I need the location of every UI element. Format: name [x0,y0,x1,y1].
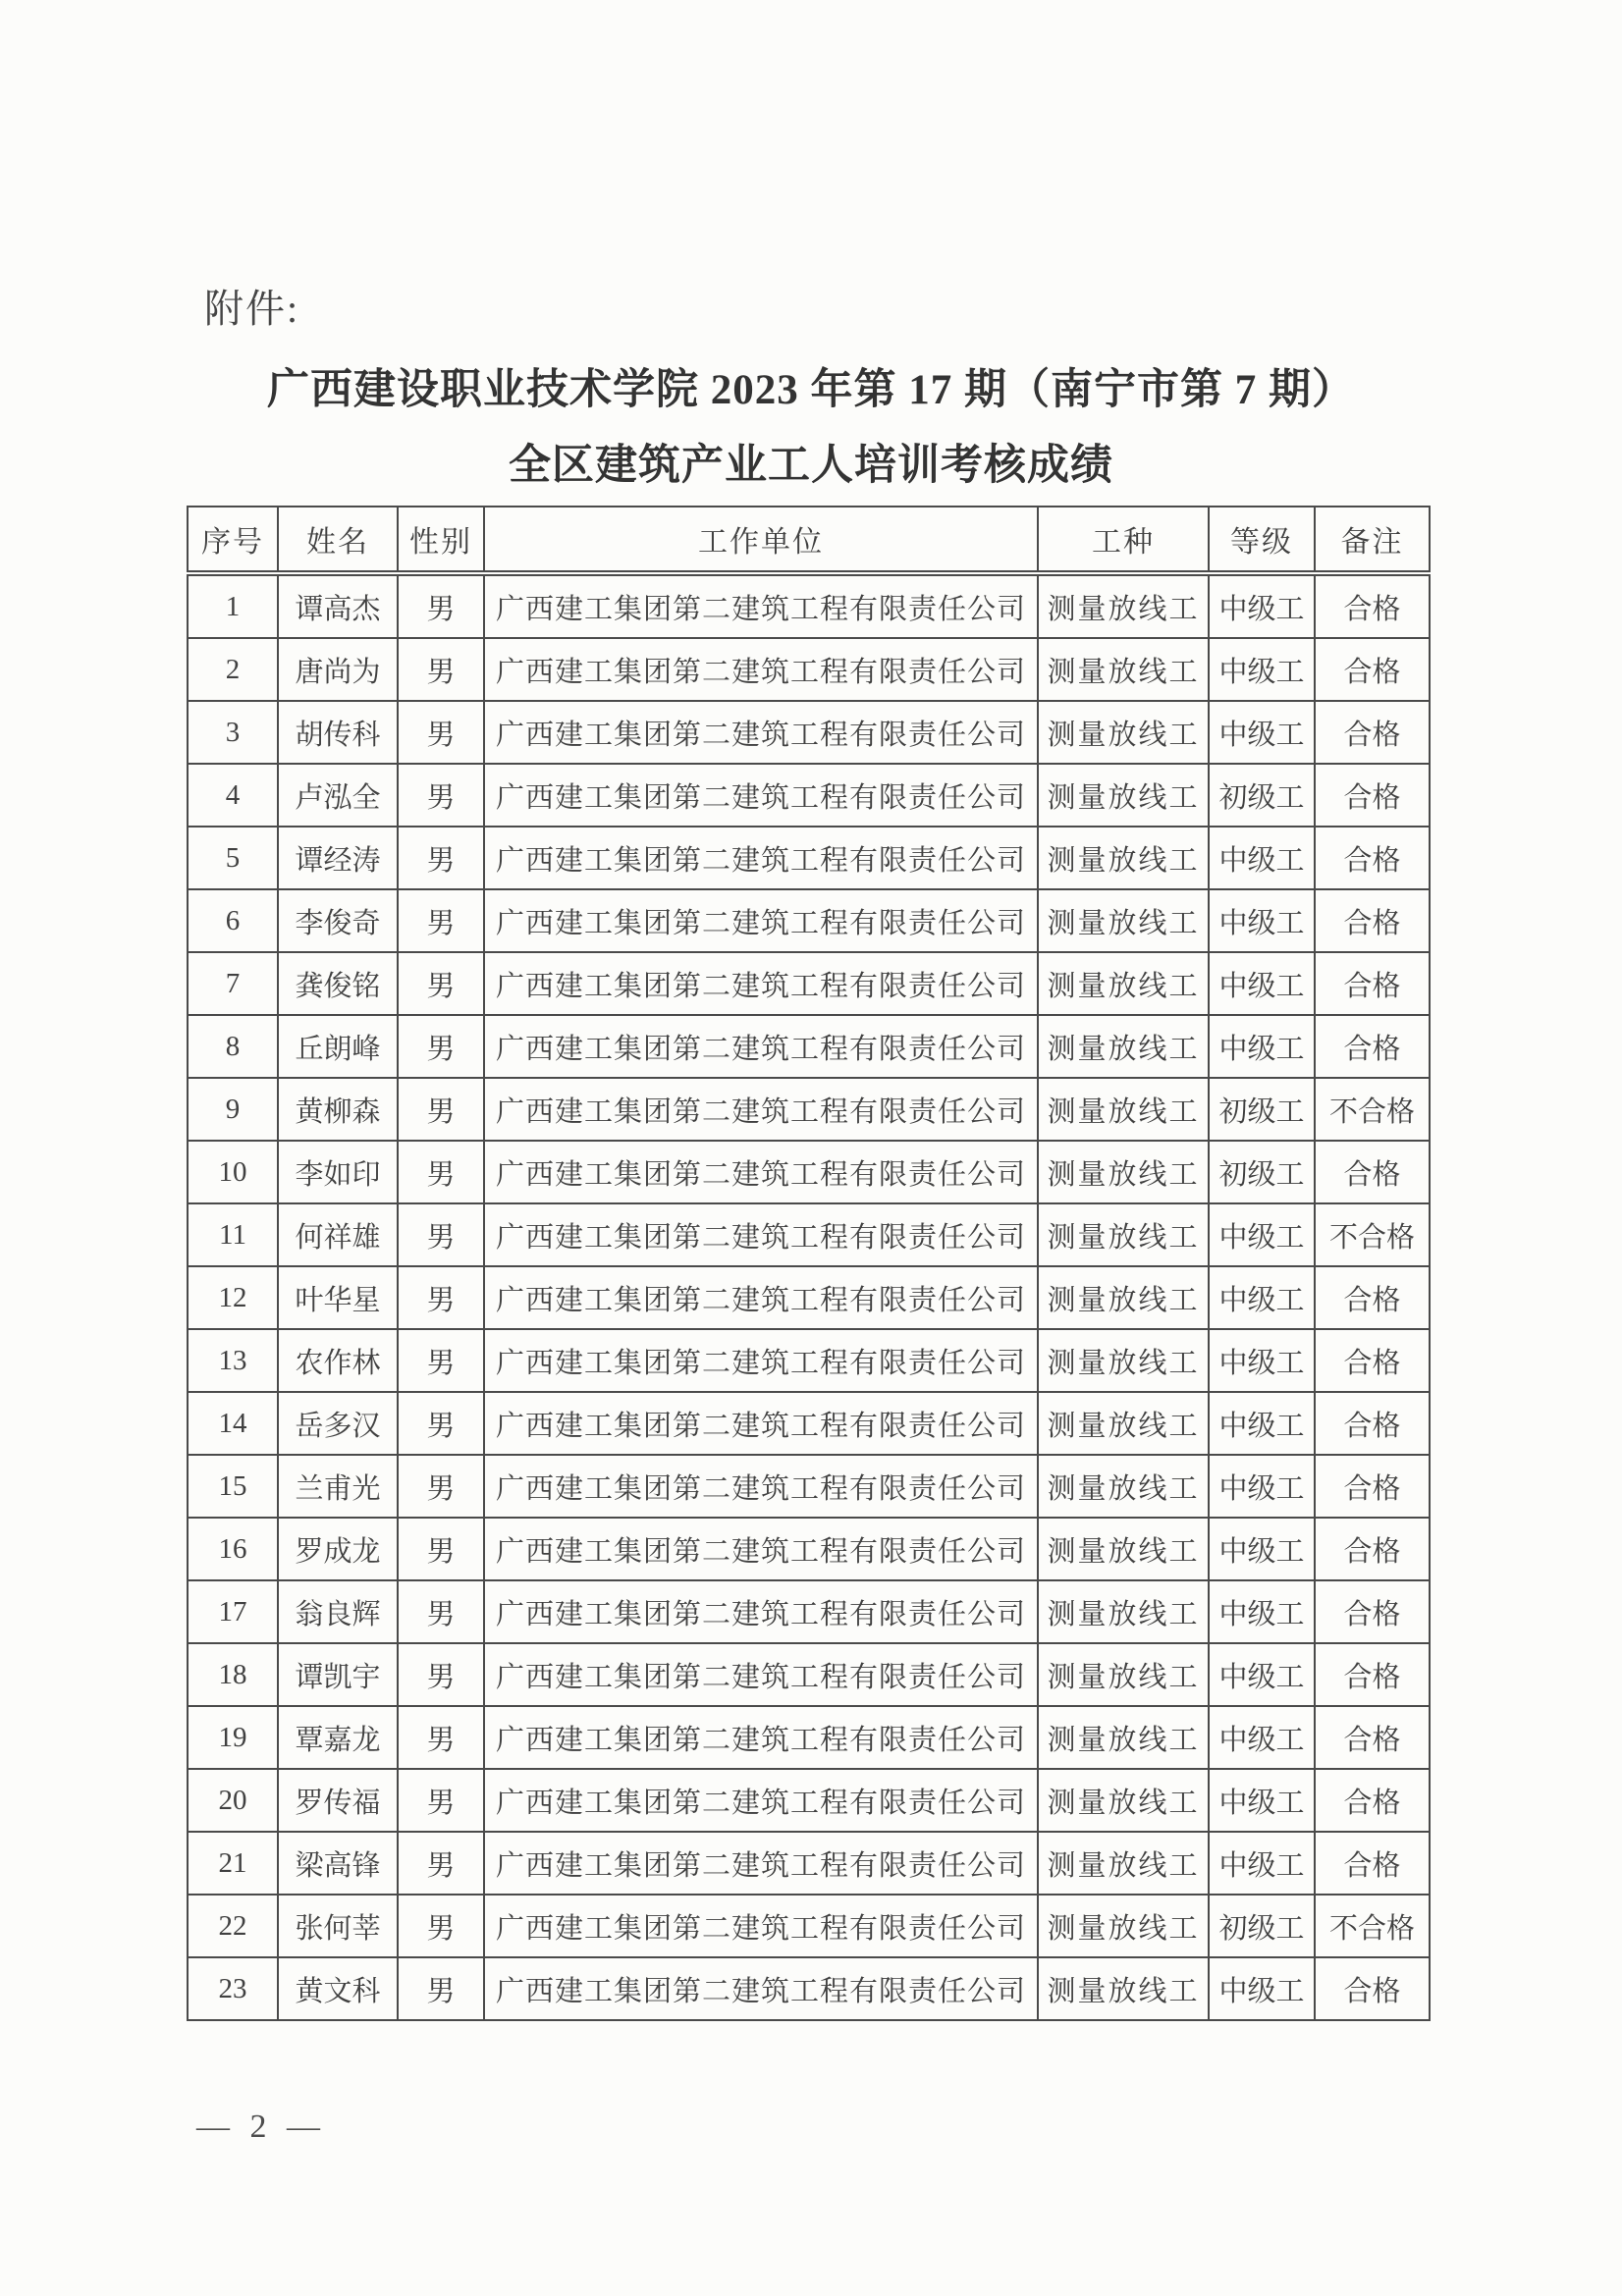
cell-trade: 测量放线工 [1038,1392,1209,1455]
table-row [188,1895,1430,1957]
cell-employer: 广西建工集团第二建筑工程有限责任公司 [484,1455,1038,1518]
cell-gender: 男 [398,1141,484,1203]
cell-remark: 不合格 [1315,1895,1430,1957]
cell-trade: 测量放线工 [1038,573,1209,638]
cell-gender: 男 [398,889,484,952]
cell-trade: 测量放线工 [1038,1643,1209,1706]
cell-gender: 男 [398,1203,484,1266]
cell-remark: 不合格 [1315,1078,1430,1141]
cell-name: 覃嘉龙 [278,1706,398,1769]
table-row [188,1832,1430,1895]
cell-employer: 广西建工集团第二建筑工程有限责任公司 [484,1706,1038,1769]
table-row [188,1392,1430,1455]
cell-grade: 初级工 [1209,764,1315,827]
table-row [188,638,1430,701]
table-row [188,1203,1430,1266]
cell-employer: 广西建工集团第二建筑工程有限责任公司 [484,1895,1038,1957]
cell-trade: 测量放线工 [1038,1266,1209,1329]
cell-index: 4 [188,764,278,827]
table-row [188,573,1430,638]
cell-name: 李俊奇 [278,889,398,952]
table-row [188,1580,1430,1643]
cell-trade: 测量放线工 [1038,889,1209,952]
column-header-grade: 等级 [1209,507,1315,573]
cell-name: 何祥雄 [278,1203,398,1266]
cell-grade: 初级工 [1209,1078,1315,1141]
cell-employer: 广西建工集团第二建筑工程有限责任公司 [484,889,1038,952]
cell-grade: 中级工 [1209,1518,1315,1580]
cell-gender: 男 [398,1329,484,1392]
cell-index: 7 [188,952,278,1015]
table-row [188,827,1430,889]
cell-trade: 测量放线工 [1038,827,1209,889]
cell-grade: 中级工 [1209,827,1315,889]
table-row [188,1769,1430,1832]
cell-gender: 男 [398,1392,484,1455]
cell-index: 11 [188,1203,278,1266]
cell-employer: 广西建工集团第二建筑工程有限责任公司 [484,1769,1038,1832]
cell-index: 3 [188,701,278,764]
cell-employer: 广西建工集团第二建筑工程有限责任公司 [484,573,1038,638]
cell-gender: 男 [398,1455,484,1518]
document-title-line1: 广西建设职业技术学院 2023 年第 17 期（南宁市第 7 期） [267,367,1355,413]
cell-name: 李如印 [278,1141,398,1203]
table-row [188,1957,1430,2020]
cell-remark: 合格 [1315,1329,1430,1392]
cell-grade: 中级工 [1209,1266,1315,1329]
cell-grade: 中级工 [1209,1392,1315,1455]
cell-trade: 测量放线工 [1038,638,1209,701]
cell-name: 龚俊铭 [278,952,398,1015]
table-body [188,573,1430,2020]
cell-gender: 男 [398,1015,484,1078]
cell-name: 罗传福 [278,1769,398,1832]
cell-trade: 测量放线工 [1038,764,1209,827]
cell-grade: 中级工 [1209,1957,1315,2020]
cell-index: 6 [188,889,278,952]
table-row [188,1518,1430,1580]
cell-grade: 中级工 [1209,1769,1315,1832]
cell-name: 谭经涛 [278,827,398,889]
column-header-remark: 备注 [1315,507,1430,573]
cell-index: 2 [188,638,278,701]
cell-grade: 中级工 [1209,573,1315,638]
table-row [188,1329,1430,1392]
cell-index: 17 [188,1580,278,1643]
cell-grade: 中级工 [1209,1455,1315,1518]
cell-grade: 中级工 [1209,638,1315,701]
cell-employer: 广西建工集团第二建筑工程有限责任公司 [484,1957,1038,2020]
cell-gender: 男 [398,701,484,764]
cell-trade: 测量放线工 [1038,1078,1209,1141]
cell-index: 21 [188,1832,278,1895]
cell-employer: 广西建工集团第二建筑工程有限责任公司 [484,1266,1038,1329]
cell-index: 13 [188,1329,278,1392]
cell-remark: 合格 [1315,827,1430,889]
cell-name: 黄柳森 [278,1078,398,1141]
cell-employer: 广西建工集团第二建筑工程有限责任公司 [484,1518,1038,1580]
cell-grade: 中级工 [1209,1832,1315,1895]
table-row [188,1141,1430,1203]
cell-gender: 男 [398,1895,484,1957]
cell-employer: 广西建工集团第二建筑工程有限责任公司 [484,1329,1038,1392]
cell-employer: 广西建工集团第二建筑工程有限责任公司 [484,1203,1038,1266]
cell-employer: 广西建工集团第二建筑工程有限责任公司 [484,952,1038,1015]
cell-grade: 中级工 [1209,952,1315,1015]
cell-remark: 合格 [1315,1455,1430,1518]
cell-remark: 合格 [1315,638,1430,701]
cell-index: 12 [188,1266,278,1329]
column-header-employer: 工作单位 [484,507,1038,573]
results-table [187,506,1431,2021]
table-row [188,889,1430,952]
cell-trade: 测量放线工 [1038,1329,1209,1392]
cell-name: 农作林 [278,1329,398,1392]
cell-trade: 测量放线工 [1038,1895,1209,1957]
cell-gender: 男 [398,1266,484,1329]
cell-gender: 男 [398,1580,484,1643]
cell-employer: 广西建工集团第二建筑工程有限责任公司 [484,638,1038,701]
page-number: — 2 — [196,2109,326,2145]
cell-trade: 测量放线工 [1038,1769,1209,1832]
cell-gender: 男 [398,764,484,827]
cell-index: 9 [188,1078,278,1141]
cell-remark: 不合格 [1315,1203,1430,1266]
cell-grade: 初级工 [1209,1141,1315,1203]
cell-index: 15 [188,1455,278,1518]
cell-remark: 合格 [1315,1580,1430,1643]
cell-name: 唐尚为 [278,638,398,701]
cell-gender: 男 [398,1643,484,1706]
column-header-index: 序号 [188,507,278,573]
cell-employer: 广西建工集团第二建筑工程有限责任公司 [484,1832,1038,1895]
cell-trade: 测量放线工 [1038,1832,1209,1895]
cell-gender: 男 [398,952,484,1015]
cell-grade: 中级工 [1209,1203,1315,1266]
table-row [188,1266,1430,1329]
cell-trade: 测量放线工 [1038,1141,1209,1203]
cell-remark: 合格 [1315,1706,1430,1769]
table-row [188,1455,1430,1518]
cell-name: 谭凯宇 [278,1643,398,1706]
cell-name: 张何莘 [278,1895,398,1957]
cell-grade: 中级工 [1209,889,1315,952]
cell-trade: 测量放线工 [1038,1580,1209,1643]
cell-gender: 男 [398,1518,484,1580]
attachment-label: 附件: [204,287,300,331]
cell-gender: 男 [398,1078,484,1141]
cell-index: 5 [188,827,278,889]
cell-trade: 测量放线工 [1038,1518,1209,1580]
cell-index: 10 [188,1141,278,1203]
cell-grade: 中级工 [1209,1015,1315,1078]
cell-trade: 测量放线工 [1038,952,1209,1015]
table-row [188,952,1430,1015]
cell-name: 叶华星 [278,1266,398,1329]
cell-remark: 合格 [1315,573,1430,638]
cell-remark: 合格 [1315,1392,1430,1455]
cell-index: 23 [188,1957,278,2020]
cell-remark: 合格 [1315,764,1430,827]
cell-employer: 广西建工集团第二建筑工程有限责任公司 [484,1015,1038,1078]
table-row [188,1078,1430,1141]
cell-grade: 中级工 [1209,1643,1315,1706]
cell-gender: 男 [398,638,484,701]
cell-remark: 合格 [1315,1769,1430,1832]
cell-gender: 男 [398,573,484,638]
cell-remark: 合格 [1315,1015,1430,1078]
cell-gender: 男 [398,827,484,889]
cell-trade: 测量放线工 [1038,1957,1209,2020]
cell-gender: 男 [398,1769,484,1832]
cell-name: 岳多汉 [278,1392,398,1455]
cell-remark: 合格 [1315,952,1430,1015]
cell-name: 胡传科 [278,701,398,764]
cell-trade: 测量放线工 [1038,1455,1209,1518]
cell-name: 丘朗峰 [278,1015,398,1078]
cell-grade: 初级工 [1209,1895,1315,1957]
cell-employer: 广西建工集团第二建筑工程有限责任公司 [484,764,1038,827]
cell-grade: 中级工 [1209,1706,1315,1769]
cell-remark: 合格 [1315,1518,1430,1580]
cell-remark: 合格 [1315,889,1430,952]
cell-name: 梁高锋 [278,1832,398,1895]
cell-remark: 合格 [1315,1643,1430,1706]
cell-gender: 男 [398,1706,484,1769]
cell-index: 1 [188,573,278,638]
cell-grade: 中级工 [1209,701,1315,764]
table-row [188,1015,1430,1078]
cell-name: 兰甫光 [278,1455,398,1518]
cell-employer: 广西建工集团第二建筑工程有限责任公司 [484,1643,1038,1706]
cell-index: 19 [188,1706,278,1769]
table-row [188,701,1430,764]
column-header-trade: 工种 [1038,507,1209,573]
table-row [188,764,1430,827]
cell-employer: 广西建工集团第二建筑工程有限责任公司 [484,1078,1038,1141]
cell-index: 18 [188,1643,278,1706]
table-header-row [188,507,1430,573]
cell-trade: 测量放线工 [1038,1015,1209,1078]
cell-trade: 测量放线工 [1038,1203,1209,1266]
cell-index: 22 [188,1895,278,1957]
cell-name: 谭高杰 [278,573,398,638]
cell-remark: 合格 [1315,1141,1430,1203]
document-title-line2: 全区建筑产业工人培训考核成绩 [509,443,1113,489]
cell-grade: 中级工 [1209,1580,1315,1643]
cell-remark: 合格 [1315,1266,1430,1329]
cell-gender: 男 [398,1957,484,2020]
cell-employer: 广西建工集团第二建筑工程有限责任公司 [484,1392,1038,1455]
cell-index: 16 [188,1518,278,1580]
table-row [188,1706,1430,1769]
cell-employer: 广西建工集团第二建筑工程有限责任公司 [484,1141,1038,1203]
cell-name: 罗成龙 [278,1518,398,1580]
cell-index: 14 [188,1392,278,1455]
cell-name: 黄文科 [278,1957,398,2020]
cell-employer: 广西建工集团第二建筑工程有限责任公司 [484,1580,1038,1643]
cell-name: 卢泓全 [278,764,398,827]
cell-remark: 合格 [1315,1957,1430,2020]
cell-trade: 测量放线工 [1038,701,1209,764]
cell-employer: 广西建工集团第二建筑工程有限责任公司 [484,701,1038,764]
cell-name: 翁良辉 [278,1580,398,1643]
column-header-gender: 性别 [398,507,484,573]
cell-trade: 测量放线工 [1038,1706,1209,1769]
table-row [188,1643,1430,1706]
cell-remark: 合格 [1315,1832,1430,1895]
cell-index: 8 [188,1015,278,1078]
cell-employer: 广西建工集团第二建筑工程有限责任公司 [484,827,1038,889]
cell-gender: 男 [398,1832,484,1895]
cell-remark: 合格 [1315,701,1430,764]
cell-index: 20 [188,1769,278,1832]
cell-grade: 中级工 [1209,1329,1315,1392]
column-header-name: 姓名 [278,507,398,573]
